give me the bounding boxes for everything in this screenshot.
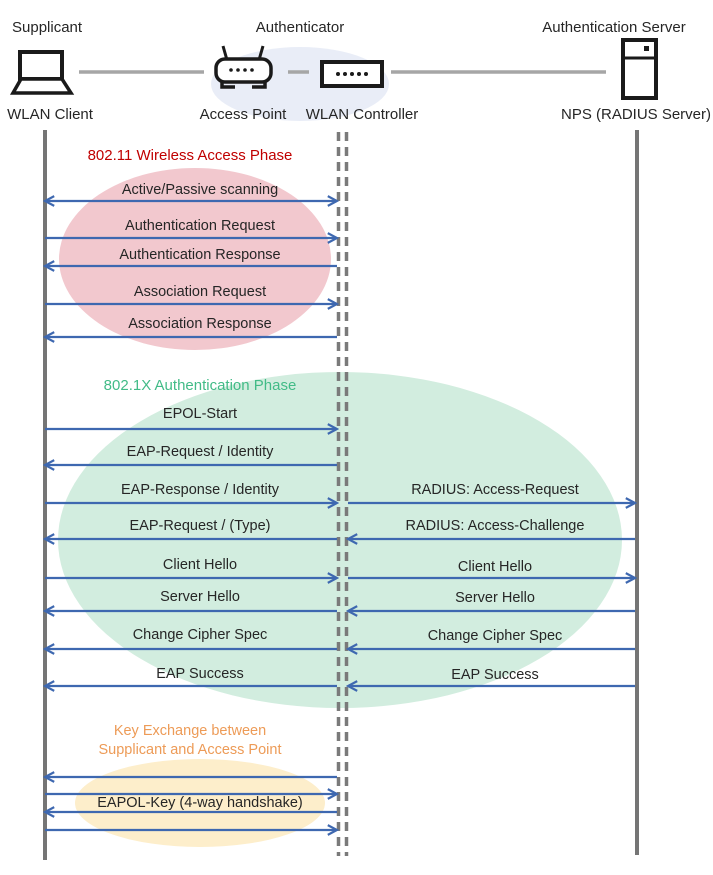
role-label-authentication-server: Authentication Server (542, 19, 686, 36)
message-label: Authentication Request (125, 218, 275, 234)
device-label-wlan-client: WLAN Client (7, 106, 93, 123)
message-label: EAP-Request / Identity (126, 444, 274, 460)
phase1-title: 802.11 Wireless Access Phase (87, 147, 293, 164)
message-label: Association Response (128, 316, 272, 332)
phase3-title-line2: Supplicant and Access Point (98, 742, 282, 758)
message-label: Active/Passive scanning (121, 182, 279, 198)
message-label: Client Hello (457, 559, 533, 575)
message-label: RADIUS: Access-Challenge (405, 518, 585, 534)
phase3-title (40, 722, 340, 760)
role-label-supplicant: Supplicant (12, 19, 83, 36)
message-label: Change Cipher Spec (132, 627, 268, 643)
message-label: Authentication Response (119, 247, 281, 263)
laptop-icon (13, 52, 71, 93)
message-label: Server Hello (160, 589, 240, 605)
message-label: Association Request (133, 284, 267, 300)
phase3-title-line1: Key Exchange between (113, 723, 267, 739)
message-label: EAP Success (156, 666, 244, 682)
message-label: Server Hello (455, 590, 535, 606)
server-icon (623, 40, 656, 98)
phase2-title: 802.1X Authentication Phase (103, 377, 297, 394)
message-label: RADIUS: Access-Request (411, 482, 579, 498)
message-label: EAP Success (451, 667, 539, 683)
device-label-nps: NPS (RADIUS Server) (560, 106, 712, 123)
device-label-access-point: Access Point (199, 106, 287, 123)
message-label: EAPOL-Key (4-way handshake) (97, 795, 303, 811)
message-label: Client Hello (162, 557, 238, 573)
access-point-icon (216, 46, 271, 87)
message-label: EAP-Response / Identity (121, 482, 279, 498)
message-label: EPOL-Start (162, 406, 238, 422)
role-label-authenticator: Authenticator (255, 19, 345, 36)
message-label: Change Cipher Spec (427, 628, 563, 644)
wlan-controller-icon (322, 62, 382, 86)
device-label-wlan-controller: WLAN Controller (305, 106, 419, 123)
message-label: EAP-Request / (Type) (129, 518, 271, 534)
